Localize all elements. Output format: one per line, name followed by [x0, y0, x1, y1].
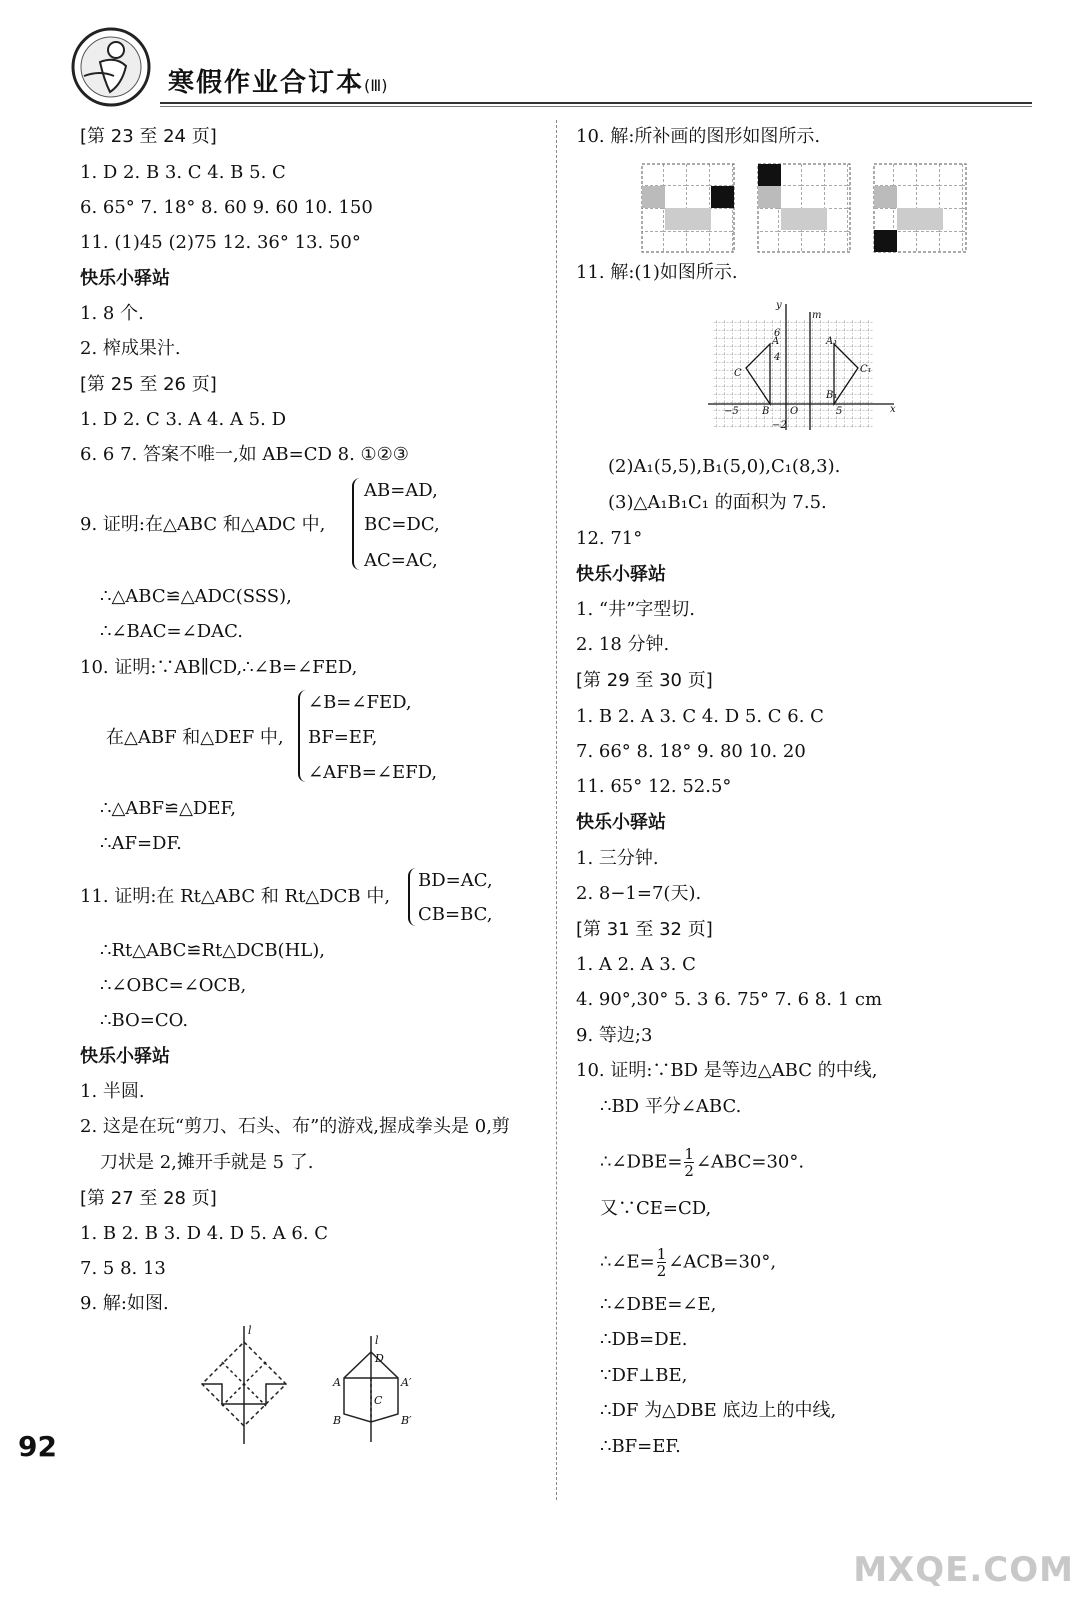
proof-condition: ∠AFB=∠EFD,: [308, 762, 438, 783]
proof-step-text: ∴∠DBE=: [600, 1151, 683, 1173]
answer-line: 7. 66° 8. 18° 9. 80 10. 20: [576, 741, 806, 762]
proof-step: ∵DF⊥BE,: [600, 1365, 688, 1386]
proof-step-text: ∴∠E=: [600, 1251, 655, 1273]
answer-line: 刀状是 2,摊开手就是 5 了.: [100, 1152, 314, 1173]
fig9-label: C: [374, 1394, 383, 1407]
grid-panel-1: [642, 164, 734, 252]
answer-line: 6. 65° 7. 18° 8. 60 9. 60 10. 150: [80, 197, 373, 218]
coord-label: x: [890, 404, 896, 415]
answer-line: 6. 6 7. 答案不唯一,如 AB=CD 8. ①②③: [80, 444, 409, 465]
answer-line: 7. 5 8. 13: [80, 1258, 166, 1279]
system-brace: [298, 690, 308, 782]
section-heading: [第 27 至 28 页]: [80, 1188, 217, 1209]
page-number: 92: [18, 1430, 57, 1463]
page-header: [60, 20, 1030, 110]
proof-step: ∴∠DBE=∠E,: [600, 1294, 717, 1315]
fig9-label: B: [333, 1414, 342, 1427]
coord-label: B₁: [826, 390, 838, 401]
answer-line: 9. 解:如图.: [80, 1293, 169, 1314]
proof-step: [600, 1146, 804, 1179]
answer-line: 11. (1)45 (2)75 12. 36° 13. 50°: [80, 232, 361, 253]
answer-line: 1. D 2. B 3. C 4. B 5. C: [80, 162, 286, 183]
proof-condition: CB=BC,: [418, 904, 493, 925]
site-watermark: MXQE.COM: [853, 1550, 1074, 1590]
fig9-label: l: [375, 1334, 379, 1347]
answer-line: 1. A 2. A 3. C: [576, 954, 696, 975]
fig9-label: A: [333, 1376, 341, 1389]
answer-line: 11. 解:(1)如图所示.: [576, 262, 738, 283]
fig9-label: l: [248, 1324, 252, 1337]
answer-line: 2. 这是在玩“剪刀、石头、布”的游戏,握成拳头是 0,剪: [80, 1116, 510, 1137]
happy-station-heading: 快乐小驿站: [576, 564, 666, 585]
fraction-one-half: [657, 1246, 667, 1279]
coordinate-figure-11: [700, 298, 900, 438]
proof-step: ∴BD 平分∠ABC.: [600, 1096, 742, 1117]
answer-line: 1. “井”字型切.: [576, 599, 696, 620]
coord-label: C₁: [860, 364, 872, 375]
section-heading: [第 23 至 24 页]: [80, 126, 217, 147]
answer-line: 10. 解:所补画的图形如图所示.: [576, 126, 821, 147]
proof-step: ∴△ABC≌△ADC(SSS),: [100, 586, 292, 607]
answer-line: 1. B 2. A 3. C 4. D 5. C 6. C: [576, 706, 824, 727]
volume-label: (Ⅲ): [364, 76, 388, 95]
proof-condition: BC=DC,: [364, 514, 440, 535]
proof-step: [600, 1246, 776, 1279]
coord-label: −2: [772, 420, 787, 431]
answer-line: 1. 半圆.: [80, 1081, 145, 1102]
proof-condition: AB=AD,: [364, 480, 438, 501]
header-rule-thin: [160, 106, 1032, 107]
answer-line: 11. 65° 12. 52.5°: [576, 776, 732, 797]
proof-step: ∴DB=DE.: [600, 1329, 688, 1350]
answer-line: 12. 71°: [576, 528, 643, 549]
fig9-label: A′: [401, 1376, 412, 1389]
answer-line: 1. 三分钟.: [576, 848, 659, 869]
proof-condition: AC=AC,: [364, 550, 438, 571]
system-brace: [352, 478, 362, 570]
answer-line: 9. 等边;3: [576, 1025, 653, 1046]
grid-panel-2: [758, 164, 850, 252]
proof-step-text: ∠ABC=30°.: [695, 1151, 805, 1173]
fraction-numerator: 1: [656, 1245, 667, 1263]
coord-label: O: [790, 406, 799, 417]
happy-station-heading: 快乐小驿站: [80, 1046, 170, 1067]
coord-label: m: [812, 310, 822, 321]
system-brace: [408, 868, 418, 926]
coord-label: 6: [774, 328, 781, 339]
coord-label: B: [762, 406, 770, 417]
header-rule: [160, 102, 1032, 104]
coord-label: −5: [724, 406, 739, 417]
proof-step: ∴△ABF≌△DEF,: [100, 798, 236, 819]
proof-condition: ∠B=∠FED,: [308, 692, 412, 713]
section-heading: [第 25 至 26 页]: [80, 374, 217, 395]
answer-line: (3)△A₁B₁C₁ 的面积为 7.5.: [608, 492, 827, 513]
fraction-denominator: 2: [656, 1262, 667, 1280]
answer-line: 2. 榨成果汁.: [80, 338, 181, 359]
happy-station-heading: 快乐小驿站: [80, 268, 170, 289]
fig9-label: D: [375, 1352, 384, 1365]
proof-step: ∴Rt△ABC≌Rt△DCB(HL),: [100, 940, 325, 961]
proof-step: ∴∠OBC=∠OCB,: [100, 975, 247, 996]
girl-logo-icon: [70, 26, 152, 108]
fraction-one-half: [684, 1146, 694, 1179]
coord-label: 4: [774, 352, 781, 363]
proof-step: ∴BF=EF.: [600, 1436, 681, 1457]
answer-line: 2. 8−1=7(天).: [576, 883, 702, 904]
proof-intro: 10. 证明:∵AB∥CD,∴∠B=∠FED,: [80, 657, 358, 678]
column-divider: [556, 120, 557, 1500]
coord-label: C: [734, 368, 742, 379]
fig9-label: B′: [401, 1414, 412, 1427]
proof-intro: 在△ABF 和△DEF 中,: [106, 727, 284, 748]
coord-label: 5: [836, 406, 843, 417]
answer-line: 2. 18 分钟.: [576, 634, 670, 655]
book-title-text: 寒假作业合订本: [168, 68, 365, 98]
answer-line: 1. D 2. C 3. A 4. A 5. D: [80, 409, 286, 430]
proof-condition: BF=EF,: [308, 727, 378, 748]
proof-step: ∴AF=DF.: [100, 833, 182, 854]
answer-line: 4. 90°,30° 5. 3 6. 75° 7. 6 8. 1 cm: [576, 989, 883, 1010]
answer-line: (2)A₁(5,5),B₁(5,0),C₁(8,3).: [608, 456, 841, 477]
coord-label: y: [776, 300, 782, 311]
answer-line: 1. B 2. B 3. D 4. D 5. A 6. C: [80, 1223, 329, 1244]
coord-label: A: [772, 336, 780, 347]
happy-station-heading: 快乐小驿站: [576, 812, 666, 833]
proof-step: ∴DF 为△DBE 底边上的中线,: [600, 1400, 837, 1421]
section-heading: [第 29 至 30 页]: [576, 670, 713, 691]
symmetry-figure-9: [196, 1322, 426, 1447]
grid-panel-3: [874, 164, 966, 252]
proof-step: ∴BO=CO.: [100, 1010, 189, 1031]
proof-step-text: ∠ACB=30°,: [668, 1251, 777, 1273]
book-title: [168, 62, 388, 99]
section-heading: [第 31 至 32 页]: [576, 919, 713, 940]
coord-label: A₁: [826, 336, 838, 347]
fraction-numerator: 1: [684, 1145, 694, 1163]
answer-line: 1. 8 个.: [80, 303, 144, 324]
proof-intro: 11. 证明:在 Rt△ABC 和 Rt△DCB 中,: [80, 886, 391, 907]
proof-condition: BD=AC,: [418, 870, 493, 891]
proof-intro: 10. 证明:∵BD 是等边△ABC 的中线,: [576, 1060, 878, 1081]
proof-step: 又∵CE=CD,: [600, 1198, 712, 1219]
grid-figures-10: [640, 162, 970, 256]
proof-step: ∴∠BAC=∠DAC.: [100, 621, 243, 642]
fraction-denominator: 2: [684, 1162, 694, 1180]
proof-intro: 9. 证明:在△ABC 和△ADC 中,: [80, 514, 326, 535]
